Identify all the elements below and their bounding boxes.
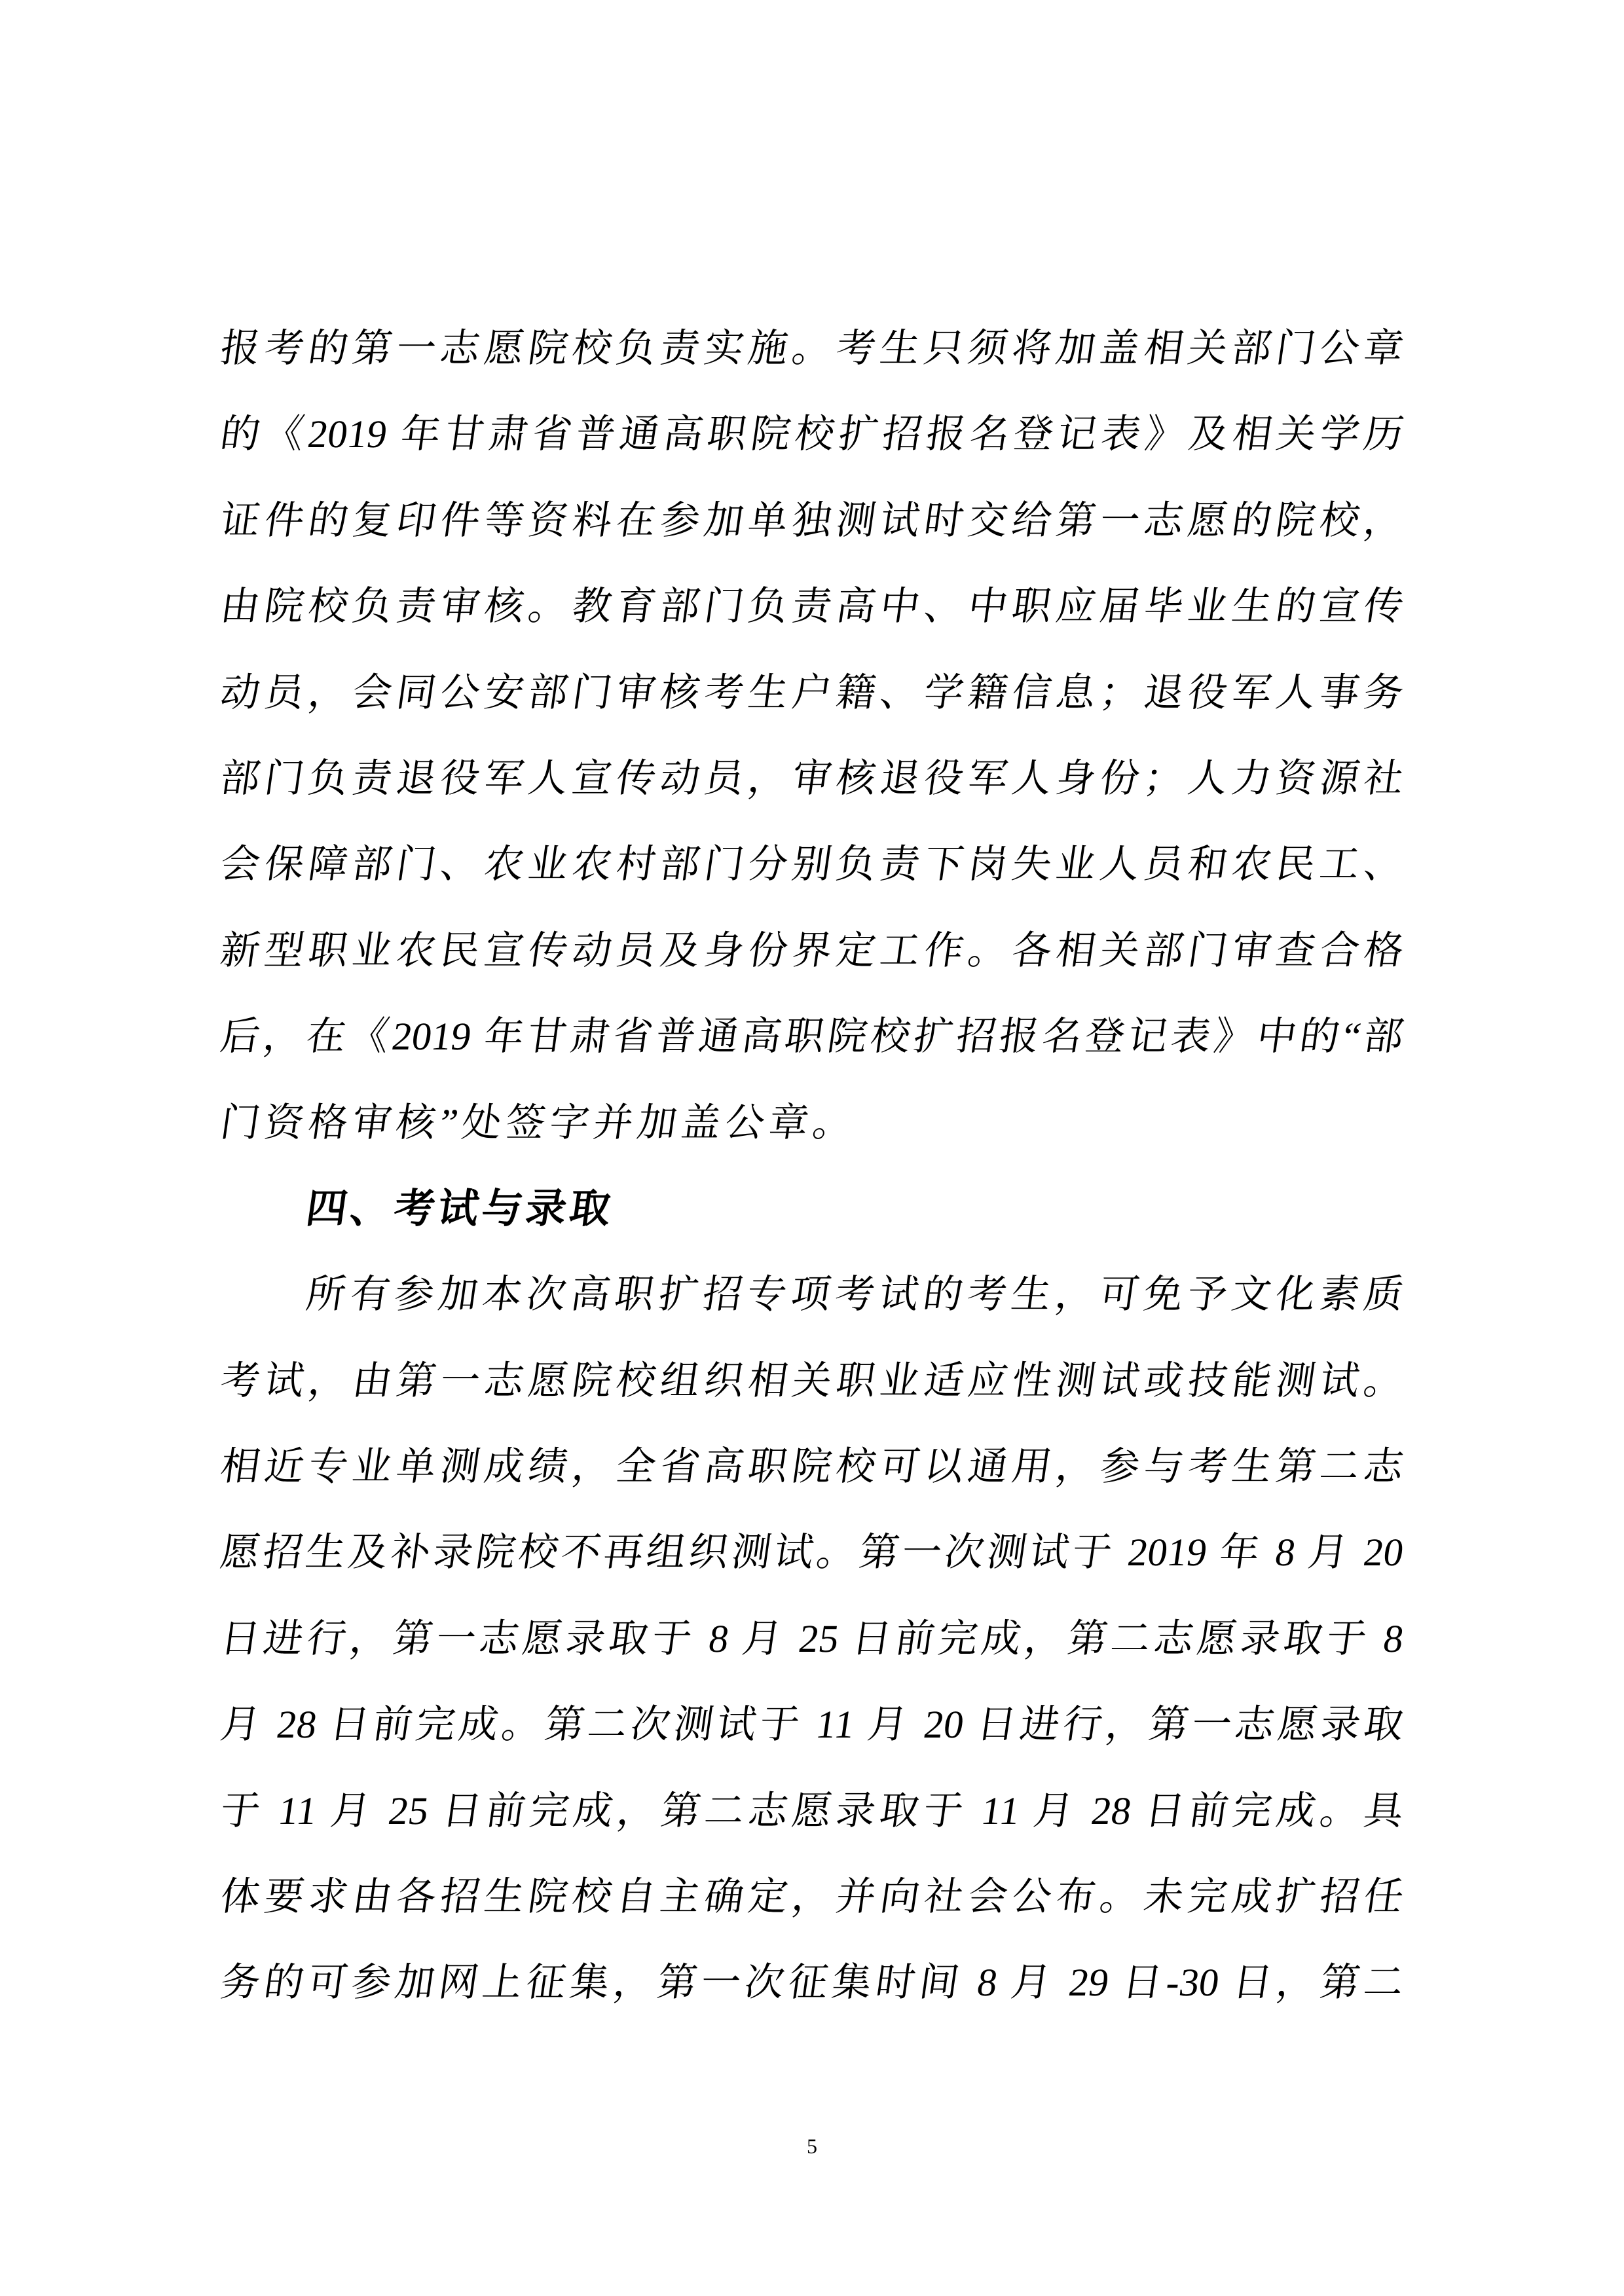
page-number: 5 — [807, 2134, 817, 2158]
text-line: 所有参加本次高职扩招专项考试的考生，可免予文化素质 — [303, 1273, 1407, 1317]
text-line: 部门负责退役军人宣传动员，审核退役军人身份；人力资源社 — [217, 756, 1407, 800]
text-line: 月 28 日前完成。第二次测试于 11 月 20 日进行，第一志愿录取 — [217, 1703, 1407, 1747]
text-line: 证件的复印件等资料在参加单独测试时交给第一志愿的院校， — [217, 498, 1407, 542]
text-line: 愿招生及补录院校不再组织测试。第一次测试于 2019 年 8 月 20 — [217, 1531, 1407, 1575]
text-line: 后，在《2019 年甘肃省普通高职院校扩招报名登记表》中的“部 — [217, 1015, 1407, 1059]
text-line: 体要求由各招生院校自主确定，并向社会公布。未完成扩招任 — [217, 1875, 1407, 1919]
text-line: 相近专业单测成绩，全省高职院校可以通用，参与考生第二志 — [217, 1445, 1407, 1489]
document-body — [217, 306, 1407, 2026]
text-line: 由院校负责审核。教育部门负责高中、中职应届毕业生的宣传 — [217, 585, 1407, 629]
text-line: 报考的第一志愿院校负责实施。考生只须将加盖相关部门公章 — [217, 327, 1407, 370]
text-line: 务的可参加网上征集，第一次征集时间 8 月 29 日-30 日，第二 — [217, 1961, 1407, 2005]
text-line: 新型职业农民宣传动员及身份界定工作。各相关部门审查合格 — [217, 928, 1407, 972]
text-line: 的《2019 年甘肃省普通高职院校扩招报名登记表》及相关学历 — [217, 412, 1407, 456]
text-line: 考试，由第一志愿院校组织相关职业适应性测试或技能测试。 — [217, 1358, 1407, 1402]
text-line: 会保障部门、农业农村部门分别负责下岗失业人员和农民工、 — [217, 843, 1407, 886]
text-line: 门资格审核”处签字并加盖公章。 — [217, 1101, 860, 1144]
text-line: 动员，会同公安部门审核考生户籍、学籍信息；退役军人事务 — [217, 670, 1407, 714]
section-heading: 四、考试与录取 — [303, 1186, 617, 1231]
text-line: 日进行，第一志愿录取于 8 月 25 日前完成，第二志愿录取于 8 — [217, 1616, 1407, 1660]
text-line: 于 11 月 25 日前完成，第二志愿录取于 11 月 28 日前完成。具 — [217, 1789, 1407, 1832]
